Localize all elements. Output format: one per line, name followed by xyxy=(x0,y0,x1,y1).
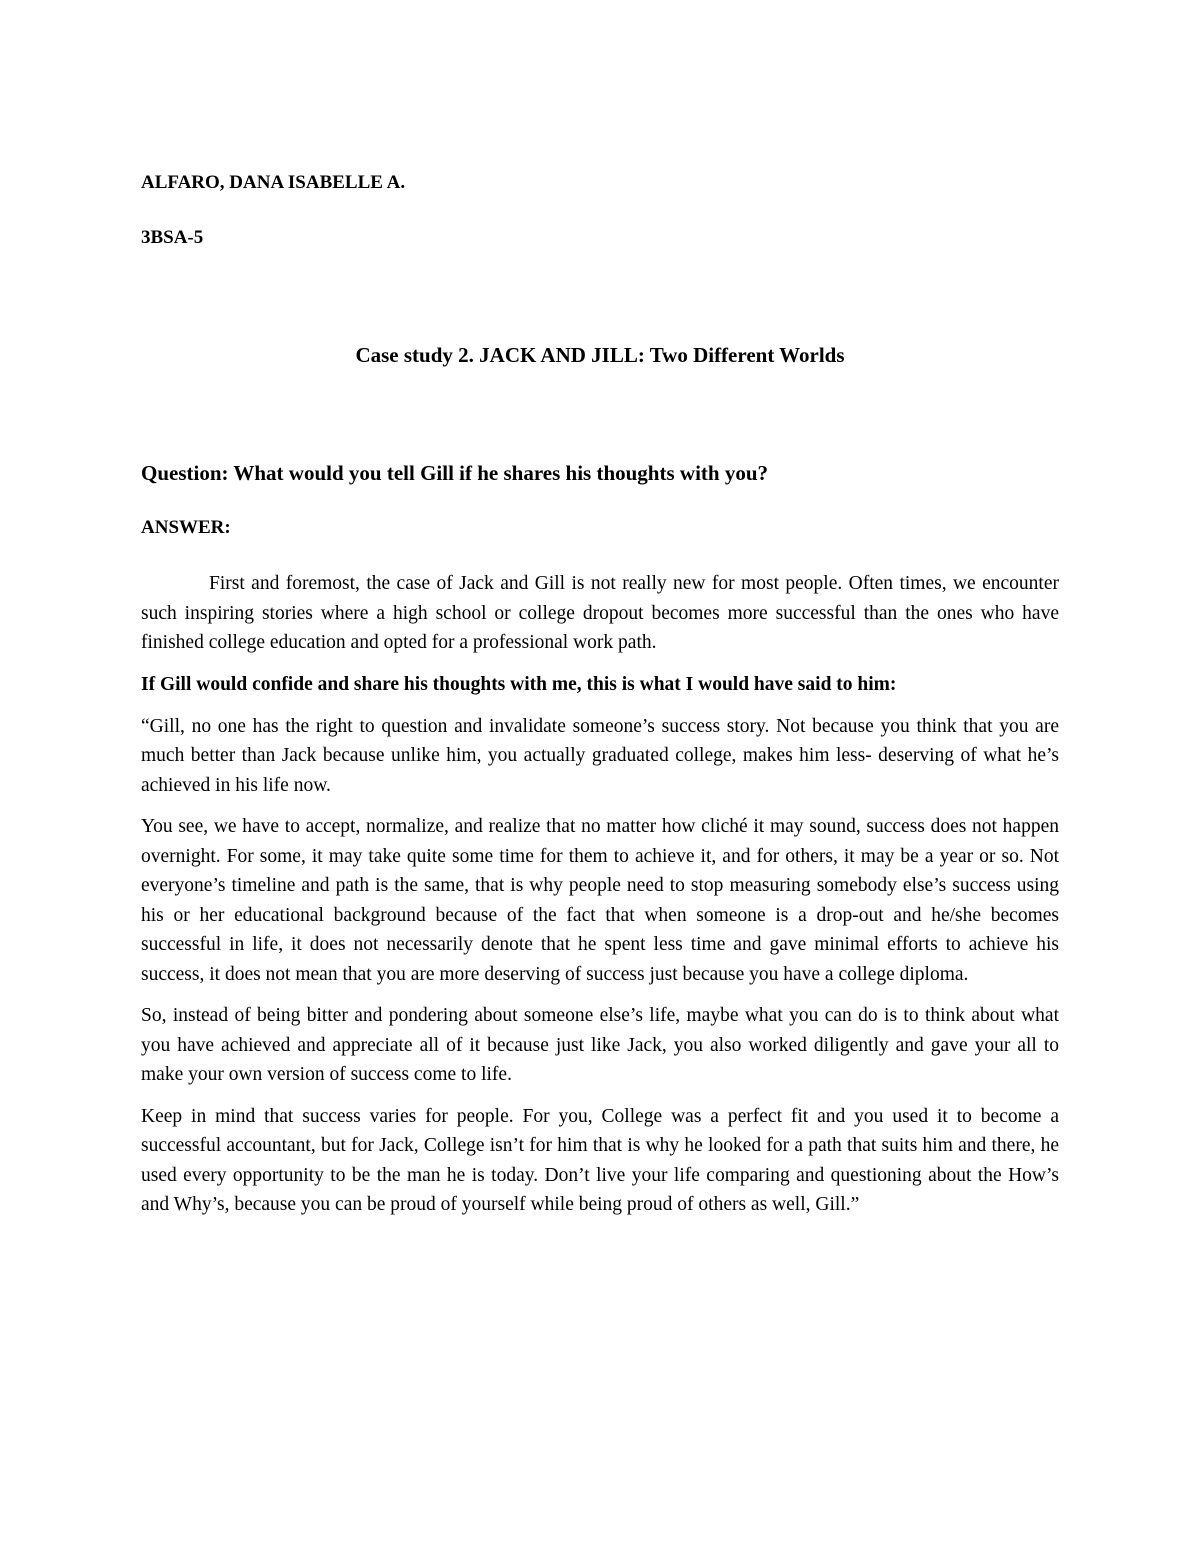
response-intro-bold: If Gill would confide and share his thoughts with me, this is what I would have said to him: xyxy=(141,673,897,695)
paragraph-quote-opening: “Gill, no one has the right to question and invalidate someone’s success story. Not because you think that you are much better than Jack because unlike him, you actually graduated college, makes him less- deserving of what he’s achieved in his life now. xyxy=(141,715,1059,796)
answer-label: ANSWER: xyxy=(141,517,231,538)
student-section: 3BSA-5 xyxy=(141,227,204,248)
paragraph-intro-context: First and foremost, the case of Jack and Gill is not really new for most people. Often times, we encounter such inspiring stories where a high school or college dropout becomes more successful than the ones who have finished college education and opted for a professional work path. xyxy=(141,573,1059,653)
paragraph-conclusion: Keep in mind that success varies for people. For you, College was a perfect fit and you used it to become a successful accountant, but for Jack, College isn’t for him that is why he looked for a path that suits him and there, he used every opportunity to be the man he is today. Don’t live your life comparing and questioning about the How’s and Why’s, because you can be proud of yourself while being proud of others as well, Gill.” xyxy=(141,1105,1059,1215)
paragraph-appreciation: So, instead of being bitter and pondering about someone else’s life, maybe what you can do is to think about what you have achieved and appreciate all of it because just like Jack, you also worked diligently and gave your all to make your own version of success come to life. xyxy=(141,1005,1059,1085)
document-body xyxy=(141,168,1059,1220)
paragraph-success-timeline: You see, we have to accept, normalize, and realize that no matter how cliché it may sound, success does not happen overnight. For some, it may take quite some time for them to achieve it, and for others, it may be a year or so. Not everyone’s timeline and path is the same, that is why people need to stop measuring somebody else’s success using his or her educational background because of the fact that when someone is a drop-out and he/she becomes successful in life, it does not necessarily denote that he spent less time and gave minimal efforts to achieve his success, it does not mean that you are more deserving of success just because you have a college diploma. xyxy=(141,816,1059,985)
student-name: ALFARO, DANA ISABELLE A. xyxy=(141,172,406,193)
case-study-title: Case study 2. JACK AND JILL: Two Different Worlds xyxy=(355,343,845,367)
question-heading: Question: What would you tell Gill if he shares his thoughts with you? xyxy=(141,461,769,485)
